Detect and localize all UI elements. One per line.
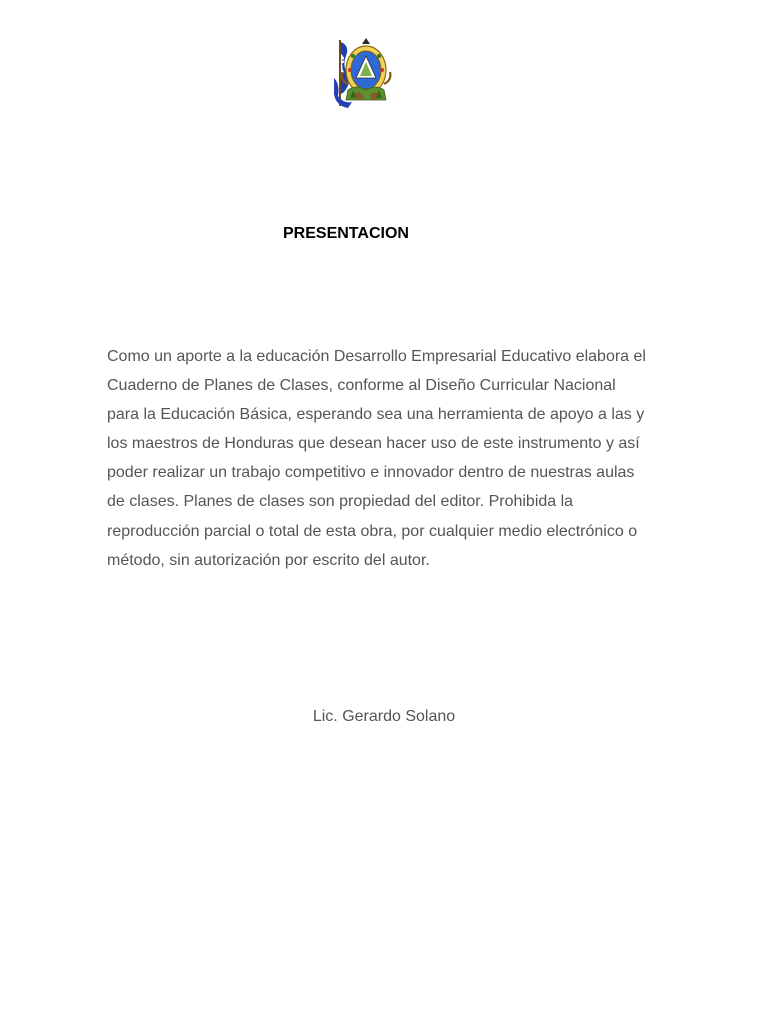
paragraph-line: método, sin autorización por escrito del autor. [107,551,430,569]
paragraph-line: Cuaderno de Planes de Clases, conforme al Diseño Curricular Nacional [107,377,616,395]
author-signature: Lic. Gerardo Solano [312,708,456,725]
paragraph-line: reproducción parcial o total de esta obra, por cualquier medio electrónico o [107,522,638,540]
paragraph-line: poder realizar un trabajo competitivo e innovador dentro de nuestras aulas [107,464,635,482]
paragraph-line: para la Educación Básica, esperando sea una herramienta de apoyo a las y [107,406,645,424]
paragraph-line: de clases. Planes de clases son propiedad del editor. Prohibida la [107,493,574,511]
page-title: PRESENTACION [283,225,409,242]
paragraph-line: Como un aporte a la educación Desarrollo Empresarial Educativo elabora el [107,348,646,365]
presentation-paragraph [107,342,677,575]
coat-of-arms-icon [326,34,396,110]
paragraph-line: los maestros de Honduras que desean hacer uso de este instrumento y así [107,435,640,453]
